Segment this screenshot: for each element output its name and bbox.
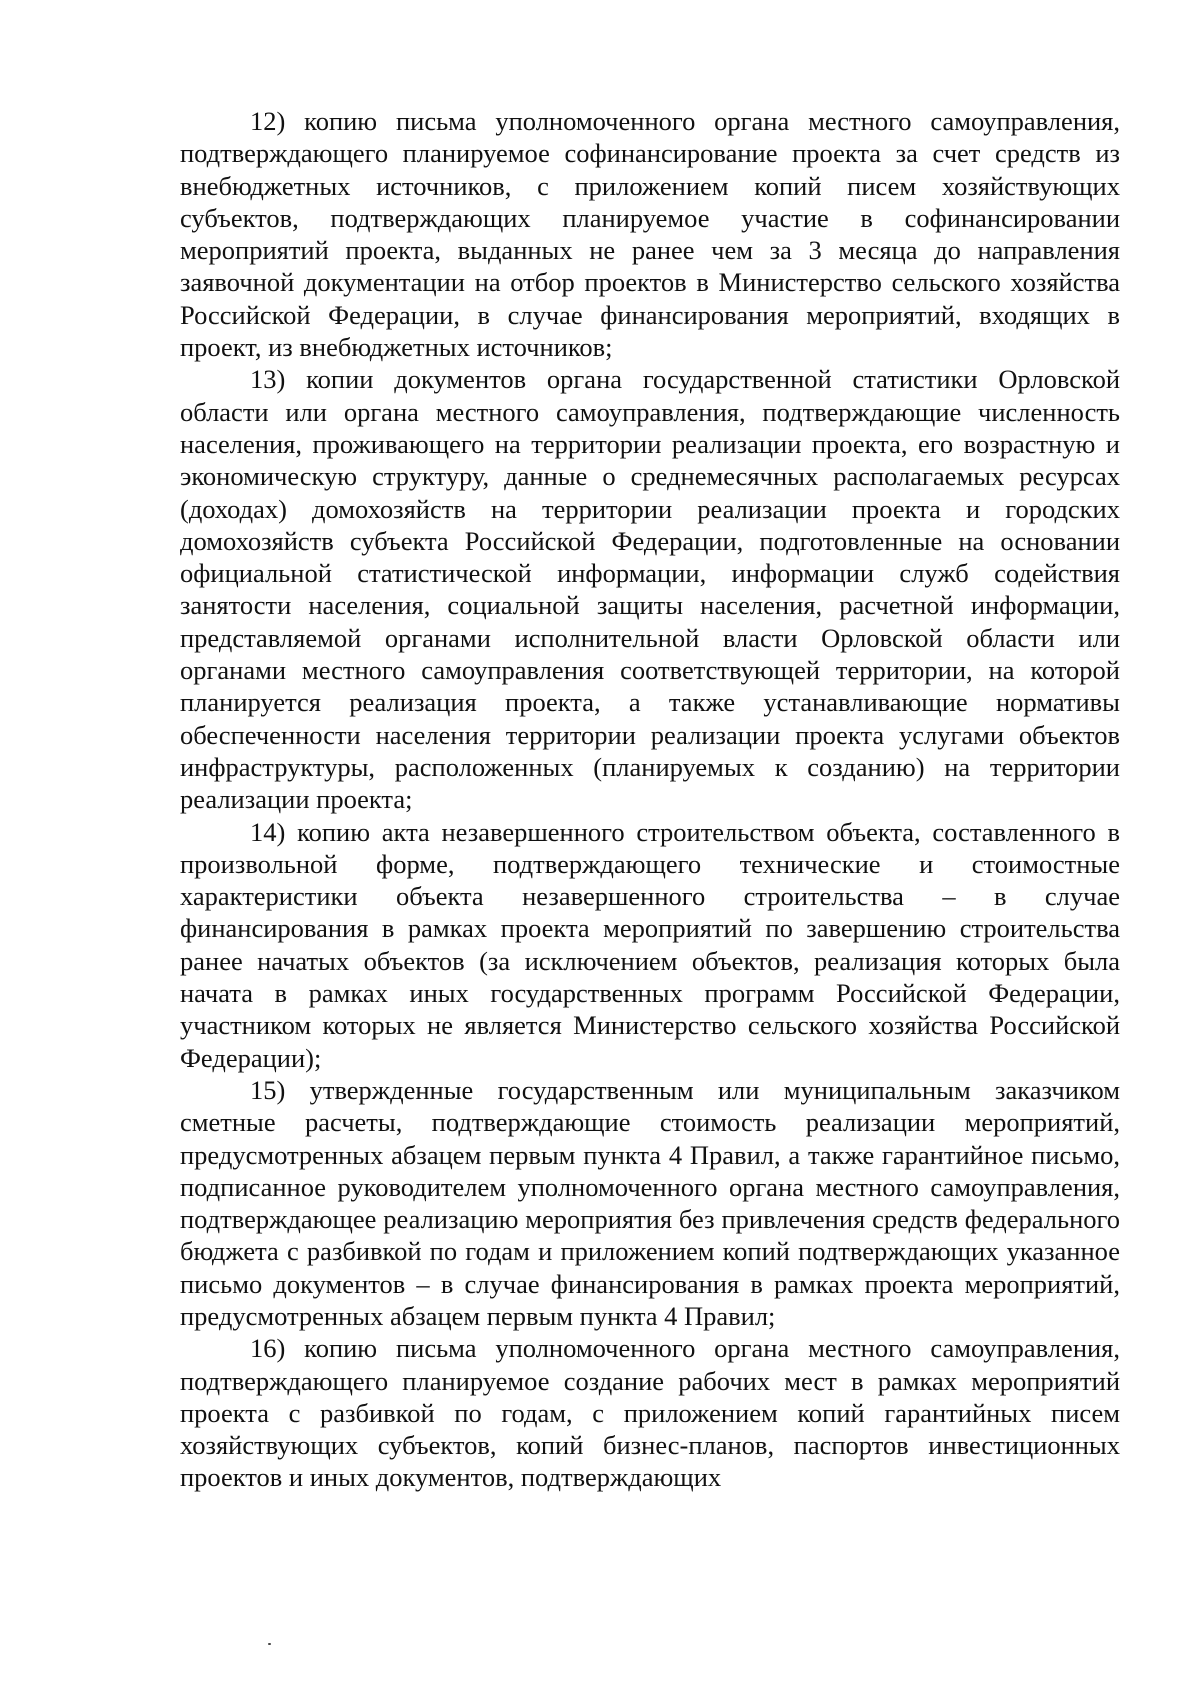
- paragraph-item-14: 14) копию акта незавершенного строительством объекта, составленного в произвольной форме, подтверждающего технические и стоимостные характеристики объекта незавершенного строительства – в случае финансирования в рамках проекта мероприятий по завершению строительства ранее начатых объектов (за исключением объектов, реализация которых была начата в рамках иных государственных программ Российской Федерации, участником которых не является Министерство сельского хозяйства Российской Федерации);: [180, 816, 1120, 1073]
- scan-speck: [268, 1643, 271, 1645]
- document-body: [180, 105, 1120, 1494]
- paragraph-item-13: 13) копии документов органа государственной статистики Орловской области или органа местного самоуправления, подтверждающие численность населения, проживающего на территории реализации проекта, его возрастную и экономическую структуру, данные о среднемесячных располагаемых ресурсах (доходах) домохозяйств на территории реализации проекта и городских домохозяйств субъекта Российской Федерации, подготовленные на основании официальной статистической информации, информации служб содействия занятости населения, социальной защиты населения, расчетной информации, представляемой органами исполнительной власти Орловской области или органами местного самоуправления соответствующей территории, на которой планируется реализация проекта, а также устанавливающие нормативы обеспеченности населения территории реализации проекта услугами объектов инфраструктуры, расположенных (планируемых к созданию) на территории реализации проекта;: [180, 364, 1120, 815]
- paragraph-item-16: 16) копию письма уполномоченного органа местного самоуправления, подтверждающего планируемое создание рабочих мест в рамках мероприятий проекта с разбивкой по годам, с приложением копий гарантийных писем хозяйствующих субъектов, копий бизнес-планов, паспортов инвестиционных проектов и иных документов, подтверждающих: [180, 1333, 1120, 1493]
- paragraph-item-12: 12) копию письма уполномоченного органа местного самоуправления, подтверждающего планируемое софинансирование проекта за счет средств из внебюджетных источников, с приложением копий писем хозяйствующих субъектов, подтверждающих планируемое участие в софинансировании мероприятий проекта, выданных не ранее чем за 3 месяца до направления заявочной документации на отбор проектов в Министерство сельского хозяйства Российской Федерации, в случае финансирования мероприятий, входящих в проект, из внебюджетных источников;: [180, 106, 1120, 363]
- paragraph-item-15: 15) утвержденные государственным или муниципальным заказчиком сметные расчеты, подтверждающие стоимость реализации мероприятий, предусмотренных абзацем первым пункта 4 Правил, а также гарантийное письмо, подписанное руководителем уполномоченного органа местного самоуправления, подтверждающее реализацию мероприятия без привлечения средств федерального бюджета с разбивкой по годам и приложением копий подтверждающих указанное письмо документов – в случае финансирования в рамках проекта мероприятий, предусмотренных абзацем первым пункта 4 Правил;: [180, 1074, 1120, 1331]
